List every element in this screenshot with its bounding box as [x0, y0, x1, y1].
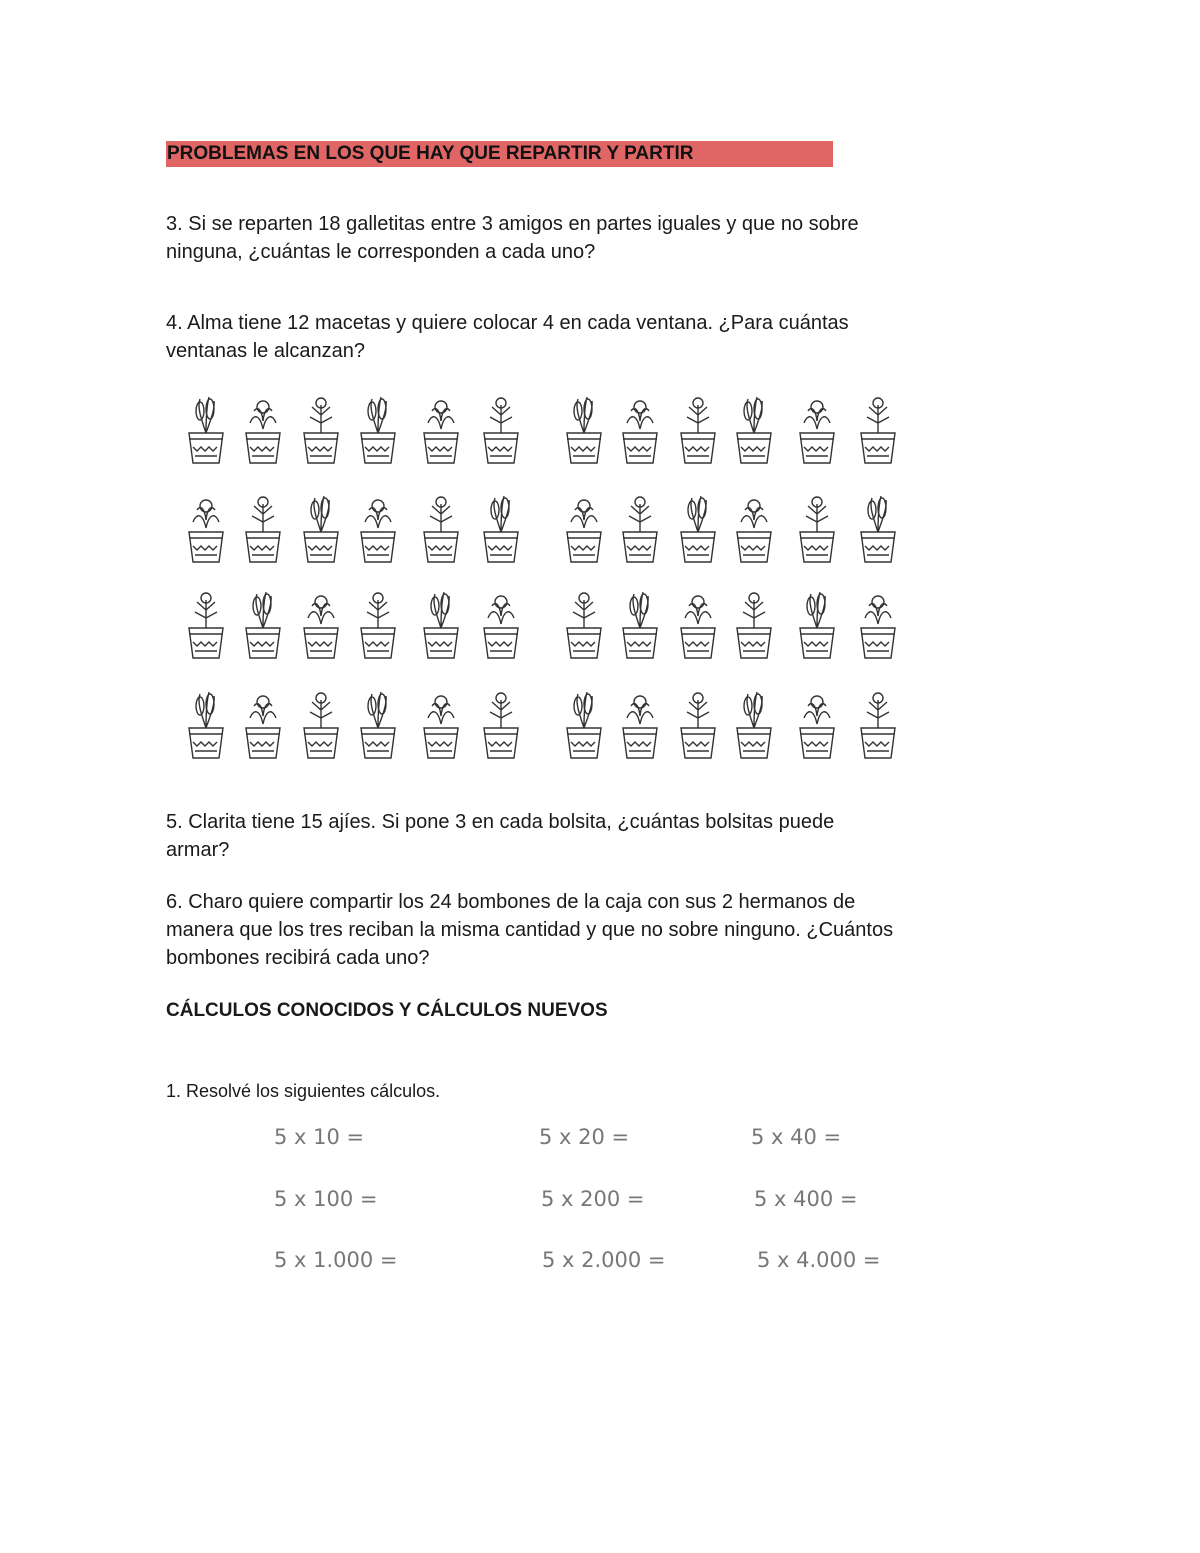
flower-pot-icon — [731, 492, 777, 568]
flower-pot-icon — [855, 393, 901, 469]
calc-item: 5 x 400 = — [754, 1187, 858, 1211]
flower-pot-icon — [478, 688, 524, 764]
flower-pot-icon — [240, 492, 286, 568]
calc-item: 5 x 4.000 = — [757, 1248, 881, 1272]
problem-6-line-2: manera que los tres reciban la misma cantidad y que no sobre ninguno. ¿Cuántos — [166, 919, 894, 941]
flower-pot-icon — [794, 588, 840, 664]
flower-pot-icon — [675, 588, 721, 664]
flower-pot-icon — [298, 688, 344, 764]
flower-pot-icon — [561, 393, 607, 469]
flower-pot-icon — [731, 588, 777, 664]
flower-pot-icon — [855, 492, 901, 568]
calc-item: 5 x 40 = — [751, 1125, 842, 1149]
flower-pot-icon — [183, 393, 229, 469]
problem-3-line-1: 3. Si se reparten 18 galletitas entre 3 amigos en partes iguales y que no sobre — [166, 213, 859, 235]
flower-pot-icon — [794, 688, 840, 764]
problem-4-line-1: 4. Alma tiene 12 macetas y quiere colocar 4 en cada ventana. ¿Para cuántas — [166, 312, 849, 334]
flower-pot-icon — [478, 492, 524, 568]
flower-pot-icon — [183, 588, 229, 664]
section-title-repartir: PROBLEMAS EN LOS QUE HAY QUE REPARTIR Y PARTIR — [166, 141, 833, 167]
flower-pot-icon — [298, 588, 344, 664]
calc-item: 5 x 2.000 = — [542, 1248, 666, 1272]
flower-pot-icon — [183, 688, 229, 764]
flower-pot-icon — [794, 492, 840, 568]
problem-3 — [166, 210, 1046, 266]
flower-pot-icon — [418, 492, 464, 568]
flower-pot-icon — [617, 588, 663, 664]
flower-pot-icon — [418, 688, 464, 764]
flower-pot-icon — [731, 393, 777, 469]
calc-item: 5 x 200 = — [541, 1187, 645, 1211]
flower-pot-icon — [240, 588, 286, 664]
flower-pot-icon — [855, 588, 901, 664]
flower-pot-icon — [240, 688, 286, 764]
flower-pot-icon — [561, 588, 607, 664]
flower-pot-icon — [794, 393, 840, 469]
flower-pot-icon — [731, 688, 777, 764]
problem-6-line-1: 6. Charo quiere compartir los 24 bombones de la caja con sus 2 hermanos de — [166, 891, 856, 913]
flower-pot-icon — [355, 393, 401, 469]
problem-4-line-2: ventanas le alcanzan? — [166, 340, 366, 362]
problem-5 — [166, 808, 1046, 864]
flower-pot-icon — [561, 688, 607, 764]
problem-6 — [166, 888, 1046, 972]
flower-pot-icon — [298, 492, 344, 568]
problem-4 — [166, 309, 1046, 365]
calc-item: 5 x 100 = — [274, 1187, 378, 1211]
flower-pot-icon — [617, 393, 663, 469]
flower-pot-icon — [855, 688, 901, 764]
flower-pot-icon — [240, 393, 286, 469]
flower-pot-icon — [675, 492, 721, 568]
calc-item: 5 x 10 = — [274, 1125, 365, 1149]
calculos-instruction: 1. Resolvé los siguientes cálculos. — [166, 1081, 441, 1101]
flower-pot-icon — [183, 492, 229, 568]
section-title-calculos: CÁLCULOS CONOCIDOS Y CÁLCULOS NUEVOS — [166, 1000, 608, 1021]
flower-pot-icon — [298, 393, 344, 469]
flower-pot-icon — [478, 588, 524, 664]
problem-3-line-2: ninguna, ¿cuántas le corresponden a cada uno? — [166, 241, 596, 263]
problem-5-line-2: armar? — [166, 839, 230, 861]
flower-pot-icon — [478, 393, 524, 469]
flower-pot-icon — [675, 393, 721, 469]
flower-pot-icon — [418, 393, 464, 469]
flower-pot-icon — [617, 688, 663, 764]
problem-6-line-3: bombones recibirá cada uno? — [166, 947, 430, 969]
flower-pot-icon — [617, 492, 663, 568]
flower-pot-icon — [561, 492, 607, 568]
flower-pot-icon — [355, 688, 401, 764]
calc-item: 5 x 1.000 = — [274, 1248, 398, 1272]
problem-5-line-1: 5. Clarita tiene 15 ajíes. Si pone 3 en cada bolsita, ¿cuántas bolsitas puede — [166, 811, 835, 833]
flower-pot-icon — [418, 588, 464, 664]
flower-pot-icon — [355, 492, 401, 568]
flower-pot-icon — [355, 588, 401, 664]
flower-pot-icon — [675, 688, 721, 764]
calc-item: 5 x 20 = — [539, 1125, 630, 1149]
